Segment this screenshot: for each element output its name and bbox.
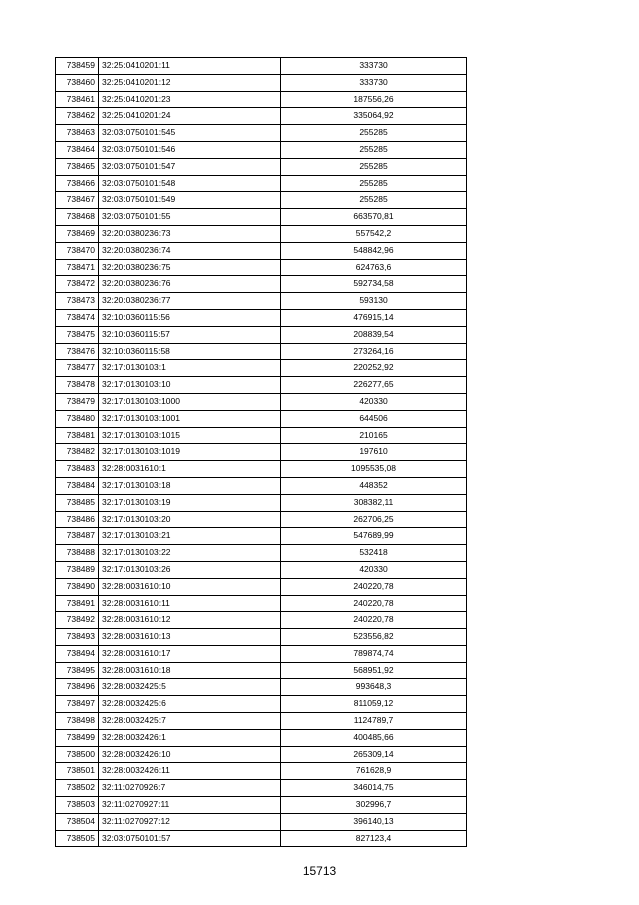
row-id-cell: 738495: [56, 662, 99, 679]
value-cell: 210165: [281, 427, 467, 444]
row-id-cell: 738486: [56, 511, 99, 528]
registry-table: [55, 57, 467, 847]
row-id-cell: 738467: [56, 192, 99, 209]
table-row: [56, 209, 467, 226]
cadastral-number-cell: 32:17:0130103:1015: [99, 427, 281, 444]
cadastral-number-cell: 32:17:0130103:20: [99, 511, 281, 528]
cadastral-number-cell: 32:17:0130103:10: [99, 377, 281, 394]
row-id-cell: 738488: [56, 545, 99, 562]
value-cell: 624763,6: [281, 259, 467, 276]
row-id-cell: 738499: [56, 729, 99, 746]
row-id-cell: 738461: [56, 91, 99, 108]
cadastral-number-cell: 32:17:0130103:19: [99, 494, 281, 511]
cadastral-number-cell: 32:28:0031610:18: [99, 662, 281, 679]
value-cell: 240220,78: [281, 595, 467, 612]
cadastral-number-cell: 32:20:0380236:77: [99, 293, 281, 310]
row-id-cell: 738485: [56, 494, 99, 511]
cadastral-number-cell: 32:11:0270927:12: [99, 813, 281, 830]
table-row: [56, 780, 467, 797]
table-row: [56, 91, 467, 108]
value-cell: 255285: [281, 158, 467, 175]
table-row: [56, 242, 467, 259]
value-cell: 265309,14: [281, 746, 467, 763]
value-cell: 346014,75: [281, 780, 467, 797]
cadastral-number-cell: 32:25:0410201:24: [99, 108, 281, 125]
row-id-cell: 738492: [56, 612, 99, 629]
row-id-cell: 738460: [56, 74, 99, 91]
cadastral-number-cell: 32:28:0031610:12: [99, 612, 281, 629]
table-row: [56, 276, 467, 293]
value-cell: 476915,14: [281, 309, 467, 326]
row-id-cell: 738468: [56, 209, 99, 226]
table-row: [56, 175, 467, 192]
value-cell: 333730: [281, 58, 467, 75]
table-row: [56, 763, 467, 780]
row-id-cell: 738502: [56, 780, 99, 797]
table-row: [56, 612, 467, 629]
cadastral-number-cell: 32:28:0031610:1: [99, 461, 281, 478]
value-cell: 789874,74: [281, 645, 467, 662]
value-cell: 255285: [281, 125, 467, 142]
value-cell: 827123,4: [281, 830, 467, 847]
table-row: [56, 259, 467, 276]
table-row: [56, 477, 467, 494]
cadastral-number-cell: 32:17:0130103:22: [99, 545, 281, 562]
value-cell: 273264,16: [281, 343, 467, 360]
cadastral-number-cell: 32:20:0380236:74: [99, 242, 281, 259]
row-id-cell: 738493: [56, 629, 99, 646]
value-cell: 302996,7: [281, 797, 467, 814]
row-id-cell: 738479: [56, 393, 99, 410]
row-id-cell: 738503: [56, 797, 99, 814]
cadastral-number-cell: 32:25:0410201:23: [99, 91, 281, 108]
row-id-cell: 738494: [56, 645, 99, 662]
value-cell: 226277,65: [281, 377, 467, 394]
value-cell: 420330: [281, 393, 467, 410]
value-cell: 592734,58: [281, 276, 467, 293]
row-id-cell: 738469: [56, 225, 99, 242]
row-id-cell: 738475: [56, 326, 99, 343]
value-cell: 1124789,7: [281, 713, 467, 730]
value-cell: 255285: [281, 192, 467, 209]
row-id-cell: 738466: [56, 175, 99, 192]
value-cell: 568951,92: [281, 662, 467, 679]
cadastral-number-cell: 32:10:0360115:58: [99, 343, 281, 360]
table-row: [56, 797, 467, 814]
table-row: [56, 125, 467, 142]
cadastral-number-cell: 32:28:0031610:11: [99, 595, 281, 612]
cadastral-number-cell: 32:28:0032426:11: [99, 763, 281, 780]
table-row: [56, 377, 467, 394]
row-id-cell: 738489: [56, 561, 99, 578]
value-cell: 547689,99: [281, 528, 467, 545]
value-cell: 208839,54: [281, 326, 467, 343]
row-id-cell: 738505: [56, 830, 99, 847]
value-cell: 420330: [281, 561, 467, 578]
value-cell: 593130: [281, 293, 467, 310]
table-row: [56, 74, 467, 91]
row-id-cell: 738474: [56, 309, 99, 326]
table-row: [56, 729, 467, 746]
value-cell: 240220,78: [281, 612, 467, 629]
value-cell: 1095535,08: [281, 461, 467, 478]
cadastral-number-cell: 32:03:0750101:57: [99, 830, 281, 847]
row-id-cell: 738481: [56, 427, 99, 444]
table-row: [56, 427, 467, 444]
cadastral-number-cell: 32:28:0031610:13: [99, 629, 281, 646]
value-cell: 523556,82: [281, 629, 467, 646]
cadastral-number-cell: 32:20:0380236:75: [99, 259, 281, 276]
row-id-cell: 738465: [56, 158, 99, 175]
value-cell: 240220,78: [281, 578, 467, 595]
cadastral-number-cell: 32:03:0750101:55: [99, 209, 281, 226]
table-row: [56, 108, 467, 125]
row-id-cell: 738480: [56, 410, 99, 427]
cadastral-number-cell: 32:20:0380236:76: [99, 276, 281, 293]
value-cell: 255285: [281, 141, 467, 158]
table-row: [56, 326, 467, 343]
value-cell: 532418: [281, 545, 467, 562]
row-id-cell: 738500: [56, 746, 99, 763]
table-row: [56, 645, 467, 662]
cadastral-number-cell: 32:17:0130103:21: [99, 528, 281, 545]
row-id-cell: 738497: [56, 696, 99, 713]
table-row: [56, 746, 467, 763]
cadastral-number-cell: 32:11:0270926:7: [99, 780, 281, 797]
table-row: [56, 192, 467, 209]
value-cell: 644506: [281, 410, 467, 427]
row-id-cell: 738476: [56, 343, 99, 360]
row-id-cell: 738498: [56, 713, 99, 730]
cadastral-number-cell: 32:17:0130103:1000: [99, 393, 281, 410]
cadastral-number-cell: 32:03:0750101:548: [99, 175, 281, 192]
cadastral-number-cell: 32:17:0130103:1001: [99, 410, 281, 427]
value-cell: 187556,26: [281, 91, 467, 108]
value-cell: 811059,12: [281, 696, 467, 713]
cadastral-number-cell: 32:17:0130103:26: [99, 561, 281, 578]
value-cell: 255285: [281, 175, 467, 192]
cadastral-number-cell: 32:28:0031610:17: [99, 645, 281, 662]
cadastral-number-cell: 32:03:0750101:546: [99, 141, 281, 158]
table-row: [56, 360, 467, 377]
cadastral-number-cell: 32:28:0032425:6: [99, 696, 281, 713]
cadastral-number-cell: 32:10:0360115:56: [99, 309, 281, 326]
cadastral-number-cell: 32:10:0360115:57: [99, 326, 281, 343]
table-row: [56, 545, 467, 562]
page-number: 15713: [302, 864, 337, 878]
row-id-cell: 738459: [56, 58, 99, 75]
value-cell: 548842,96: [281, 242, 467, 259]
table-row: [56, 830, 467, 847]
cadastral-number-cell: 32:11:0270927:11: [99, 797, 281, 814]
table-row: [56, 158, 467, 175]
table-row: [56, 461, 467, 478]
cadastral-number-cell: 32:25:0410201:11: [99, 58, 281, 75]
value-cell: 335064,92: [281, 108, 467, 125]
table-row: [56, 444, 467, 461]
table-row: [56, 595, 467, 612]
cadastral-number-cell: 32:03:0750101:545: [99, 125, 281, 142]
row-id-cell: 738483: [56, 461, 99, 478]
row-id-cell: 738484: [56, 477, 99, 494]
table-row: [56, 410, 467, 427]
value-cell: 663570,81: [281, 209, 467, 226]
row-id-cell: 738477: [56, 360, 99, 377]
value-cell: 993648,3: [281, 679, 467, 696]
table-row: [56, 713, 467, 730]
row-id-cell: 738471: [56, 259, 99, 276]
value-cell: 448352: [281, 477, 467, 494]
row-id-cell: 738478: [56, 377, 99, 394]
value-cell: 761628,9: [281, 763, 467, 780]
cadastral-number-cell: 32:28:0032425:7: [99, 713, 281, 730]
table-row: [56, 393, 467, 410]
table-row: [56, 511, 467, 528]
cadastral-number-cell: 32:28:0031610:10: [99, 578, 281, 595]
value-cell: 557542,2: [281, 225, 467, 242]
value-cell: 262706,25: [281, 511, 467, 528]
cadastral-number-cell: 32:17:0130103:1: [99, 360, 281, 377]
value-cell: 396140,13: [281, 813, 467, 830]
table-row: [56, 293, 467, 310]
value-cell: 333730: [281, 74, 467, 91]
cadastral-number-cell: 32:17:0130103:18: [99, 477, 281, 494]
table-row: [56, 528, 467, 545]
cadastral-number-cell: 32:03:0750101:549: [99, 192, 281, 209]
table-row: [56, 813, 467, 830]
table-row: [56, 309, 467, 326]
value-cell: 220252,92: [281, 360, 467, 377]
cadastral-number-cell: 32:17:0130103:1019: [99, 444, 281, 461]
row-id-cell: 738487: [56, 528, 99, 545]
row-id-cell: 738470: [56, 242, 99, 259]
table-row: [56, 343, 467, 360]
row-id-cell: 738473: [56, 293, 99, 310]
table-row: [56, 662, 467, 679]
value-cell: 400485,66: [281, 729, 467, 746]
table-row: [56, 561, 467, 578]
cadastral-number-cell: 32:28:0032426:10: [99, 746, 281, 763]
table-row: [56, 679, 467, 696]
cadastral-number-cell: 32:28:0032425:5: [99, 679, 281, 696]
row-id-cell: 738482: [56, 444, 99, 461]
value-cell: 197610: [281, 444, 467, 461]
table-row: [56, 58, 467, 75]
row-id-cell: 738490: [56, 578, 99, 595]
table-row: [56, 141, 467, 158]
table-row: [56, 494, 467, 511]
table-row: [56, 696, 467, 713]
row-id-cell: 738464: [56, 141, 99, 158]
cadastral-number-cell: 32:20:0380236:73: [99, 225, 281, 242]
cadastral-number-cell: 32:28:0032426:1: [99, 729, 281, 746]
cadastral-number-cell: 32:25:0410201:12: [99, 74, 281, 91]
row-id-cell: 738463: [56, 125, 99, 142]
table-row: [56, 578, 467, 595]
row-id-cell: 738472: [56, 276, 99, 293]
row-id-cell: 738501: [56, 763, 99, 780]
table-row: [56, 225, 467, 242]
row-id-cell: 738504: [56, 813, 99, 830]
table-row: [56, 629, 467, 646]
cadastral-number-cell: 32:03:0750101:547: [99, 158, 281, 175]
value-cell: 308382,11: [281, 494, 467, 511]
row-id-cell: 738496: [56, 679, 99, 696]
table-body: [56, 58, 467, 847]
row-id-cell: 738491: [56, 595, 99, 612]
row-id-cell: 738462: [56, 108, 99, 125]
